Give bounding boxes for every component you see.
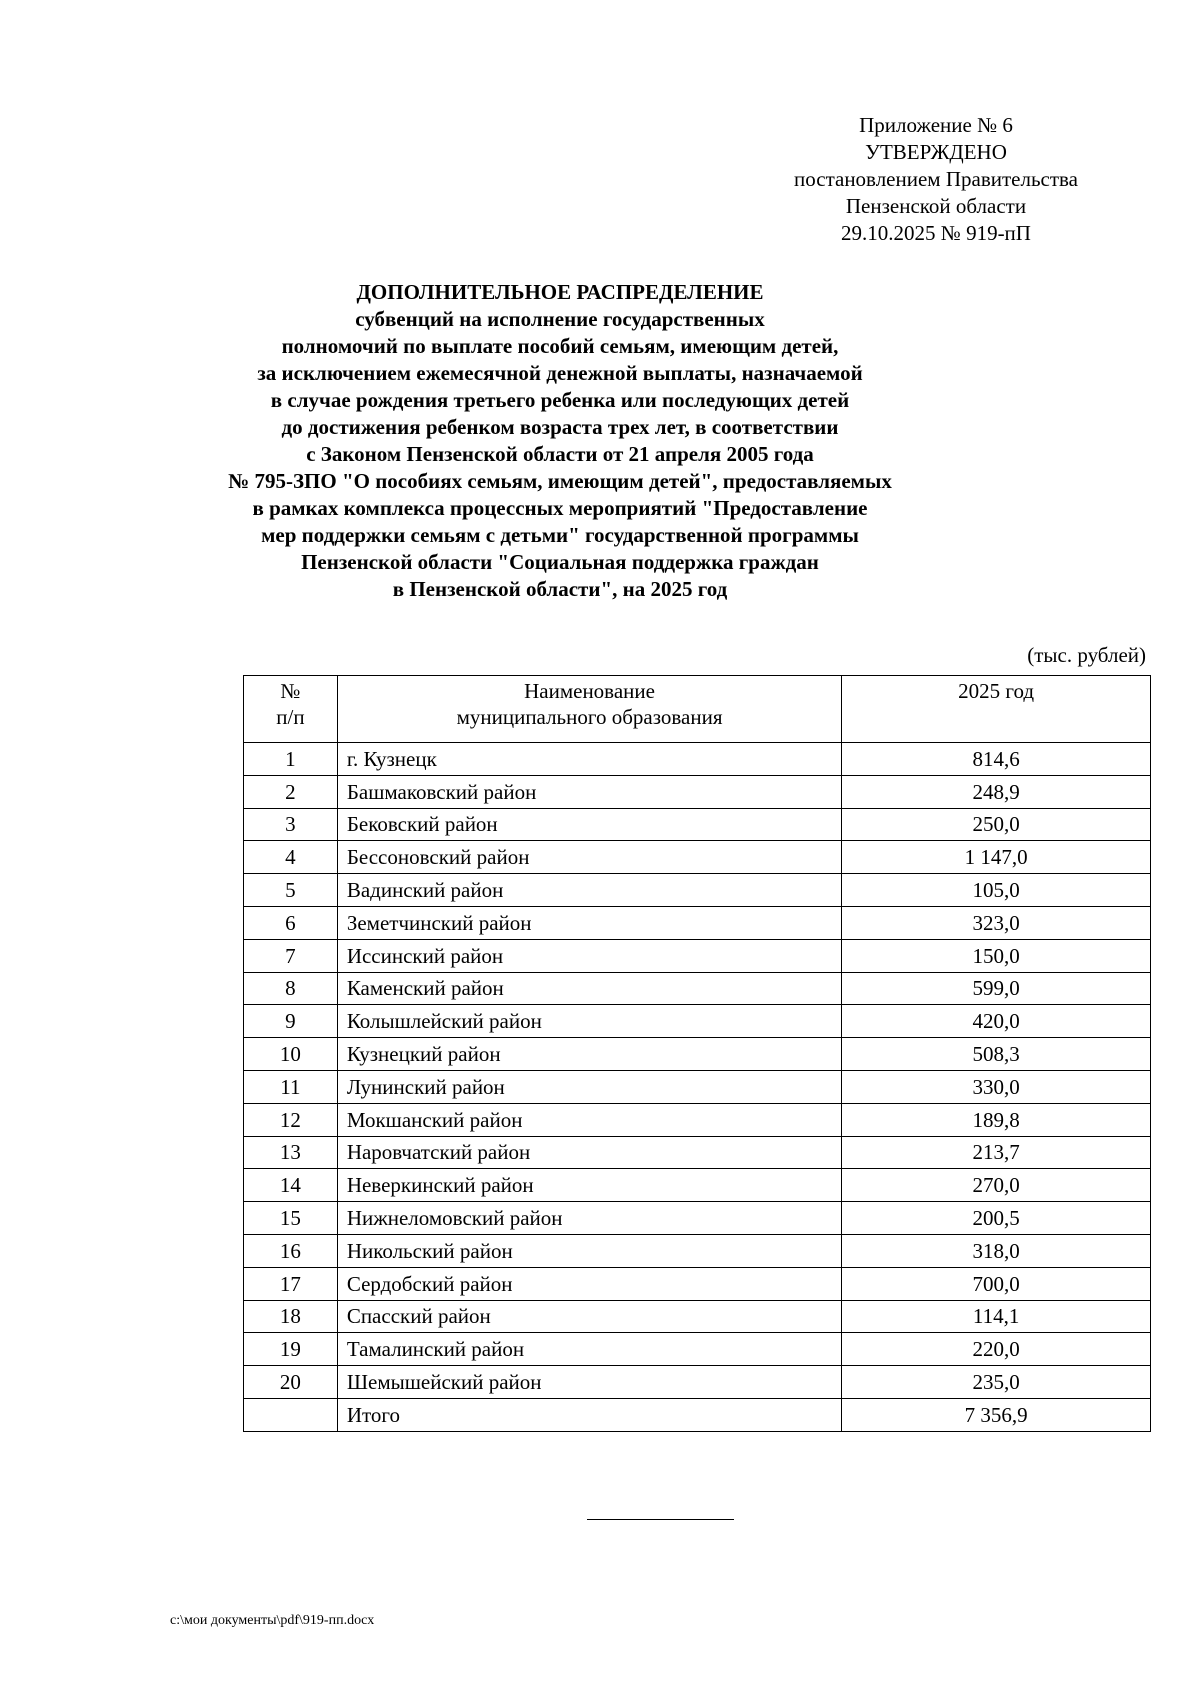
row-value: 318,0 bbox=[842, 1234, 1151, 1267]
header-value: 2025 год bbox=[842, 676, 1151, 743]
row-num: 10 bbox=[244, 1038, 338, 1071]
title-line: субвенций на исполнение государственных bbox=[355, 307, 765, 331]
table-row bbox=[244, 1005, 1151, 1038]
row-num: 20 bbox=[244, 1366, 338, 1399]
approval-line: 29.10.2025 № 919-пП bbox=[841, 221, 1031, 245]
title-line: в Пензенской области", на 2025 год bbox=[392, 577, 728, 601]
table-row bbox=[244, 906, 1151, 939]
row-name: Кузнецкий район bbox=[337, 1038, 841, 1071]
row-value: 599,0 bbox=[842, 972, 1151, 1005]
row-name: Иссинский район bbox=[337, 939, 841, 972]
table-row bbox=[244, 808, 1151, 841]
row-name: Бессоновский район bbox=[337, 841, 841, 874]
table-row bbox=[244, 775, 1151, 808]
row-name: Мокшанский район bbox=[337, 1103, 841, 1136]
table-row bbox=[244, 1366, 1151, 1399]
document-title bbox=[200, 279, 920, 603]
row-num: 1 bbox=[244, 743, 338, 776]
distribution-table bbox=[243, 675, 1151, 1432]
row-value: 189,8 bbox=[842, 1103, 1151, 1136]
row-num: 13 bbox=[244, 1136, 338, 1169]
row-value: 150,0 bbox=[842, 939, 1151, 972]
title-line: № 795-ЗПО "О пособиях семьям, имеющим детей", предоставляемых bbox=[228, 469, 892, 493]
table-header-row bbox=[244, 676, 1151, 743]
row-num: 8 bbox=[244, 972, 338, 1005]
table-row bbox=[244, 1267, 1151, 1300]
title-line: с Законом Пензенской области от 21 апреля 2005 года bbox=[306, 442, 814, 466]
title-line: за исключением ежемесячной денежной выплаты, назначаемой bbox=[257, 361, 863, 385]
row-value: 323,0 bbox=[842, 906, 1151, 939]
table-row bbox=[244, 841, 1151, 874]
file-path-footer: c:\мои документы\pdf\919-пп.docx bbox=[170, 1613, 375, 1628]
row-name: Тамалинский район bbox=[337, 1333, 841, 1366]
row-num: 5 bbox=[244, 874, 338, 907]
title-line: до достижения ребенком возраста трех лет, в соответствии bbox=[281, 415, 839, 439]
table-row bbox=[244, 1038, 1151, 1071]
row-num: 6 bbox=[244, 906, 338, 939]
row-name: Наровчатский район bbox=[337, 1136, 841, 1169]
row-name: Нижнеломовский район bbox=[337, 1202, 841, 1235]
row-num: 7 bbox=[244, 939, 338, 972]
header-name-line1: Наименование bbox=[524, 679, 655, 703]
table-row bbox=[244, 1202, 1151, 1235]
row-num: 9 bbox=[244, 1005, 338, 1038]
approval-line: постановлением Правительства bbox=[793, 167, 1078, 191]
table-row bbox=[244, 1136, 1151, 1169]
header-num-line2: п/п bbox=[276, 705, 305, 729]
table-row bbox=[244, 939, 1151, 972]
row-num: 3 bbox=[244, 808, 338, 841]
table-row bbox=[244, 1300, 1151, 1333]
units-label: (тыс. рублей) bbox=[1027, 643, 1146, 667]
total-num bbox=[244, 1398, 338, 1431]
table-row bbox=[244, 874, 1151, 907]
table-row bbox=[244, 1103, 1151, 1136]
title-line: полномочий по выплате пособий семьям, имеющим детей, bbox=[281, 334, 839, 358]
row-num: 19 bbox=[244, 1333, 338, 1366]
row-name: Каменский район bbox=[337, 972, 841, 1005]
table-row bbox=[244, 1169, 1151, 1202]
row-value: 508,3 bbox=[842, 1038, 1151, 1071]
row-name: Шемышейский район bbox=[337, 1366, 841, 1399]
row-value: 248,9 bbox=[842, 775, 1151, 808]
table-total-row bbox=[244, 1398, 1151, 1431]
title-line: в рамках комплекса процессных мероприятий "Предоставление bbox=[252, 496, 868, 520]
header-name-line2: муниципального образования bbox=[456, 705, 723, 729]
row-value: 700,0 bbox=[842, 1267, 1151, 1300]
table-row bbox=[244, 743, 1151, 776]
title-line: Пензенской области "Социальная поддержка граждан bbox=[301, 550, 819, 574]
approval-block bbox=[736, 112, 1136, 247]
header-name bbox=[337, 676, 841, 743]
row-num: 18 bbox=[244, 1300, 338, 1333]
row-name: Неверкинский район bbox=[337, 1169, 841, 1202]
row-num: 4 bbox=[244, 841, 338, 874]
row-num: 17 bbox=[244, 1267, 338, 1300]
row-value: 330,0 bbox=[842, 1070, 1151, 1103]
row-name: Колышлейский район bbox=[337, 1005, 841, 1038]
row-value: 250,0 bbox=[842, 808, 1151, 841]
row-name: Вадинский район bbox=[337, 874, 841, 907]
row-name: Никольский район bbox=[337, 1234, 841, 1267]
row-name: Сердобский район bbox=[337, 1267, 841, 1300]
title-line: в случае рождения третьего ребенка или последующих детей bbox=[270, 388, 850, 412]
total-name: Итого bbox=[337, 1398, 841, 1431]
row-value: 270,0 bbox=[842, 1169, 1151, 1202]
row-value: 105,0 bbox=[842, 874, 1151, 907]
table-row bbox=[244, 1333, 1151, 1366]
table-row bbox=[244, 1070, 1151, 1103]
header-num-line1: № bbox=[280, 679, 301, 703]
row-value: 235,0 bbox=[842, 1366, 1151, 1399]
row-num: 14 bbox=[244, 1169, 338, 1202]
total-value: 7 356,9 bbox=[842, 1398, 1151, 1431]
approval-line: УТВЕРЖДЕНО bbox=[865, 140, 1007, 164]
row-value: 200,5 bbox=[842, 1202, 1151, 1235]
row-value: 420,0 bbox=[842, 1005, 1151, 1038]
row-value: 213,7 bbox=[842, 1136, 1151, 1169]
row-name: Спасский район bbox=[337, 1300, 841, 1333]
row-name: Лунинский район bbox=[337, 1070, 841, 1103]
row-num: 12 bbox=[244, 1103, 338, 1136]
row-value: 114,1 bbox=[842, 1300, 1151, 1333]
row-num: 15 bbox=[244, 1202, 338, 1235]
row-name: Башмаковский район bbox=[337, 775, 841, 808]
row-name: г. Кузнецк bbox=[337, 743, 841, 776]
row-num: 16 bbox=[244, 1234, 338, 1267]
row-num: 2 bbox=[244, 775, 338, 808]
row-name: Земетчинский район bbox=[337, 906, 841, 939]
end-divider bbox=[587, 1519, 734, 1520]
approval-line: Приложение № 6 bbox=[859, 113, 1013, 137]
approval-line: Пензенской области bbox=[845, 194, 1027, 218]
table-row bbox=[244, 972, 1151, 1005]
title-line: ДОПОЛНИТЕЛЬНОЕ РАСПРЕДЕЛЕНИЕ bbox=[356, 280, 764, 304]
row-value: 220,0 bbox=[842, 1333, 1151, 1366]
row-value: 1 147,0 bbox=[842, 841, 1151, 874]
row-value: 814,6 bbox=[842, 743, 1151, 776]
row-name: Бековский район bbox=[337, 808, 841, 841]
header-num bbox=[244, 676, 338, 743]
table-row bbox=[244, 1234, 1151, 1267]
title-line: мер поддержки семьям с детьми" государственной программы bbox=[261, 523, 859, 547]
row-num: 11 bbox=[244, 1070, 338, 1103]
